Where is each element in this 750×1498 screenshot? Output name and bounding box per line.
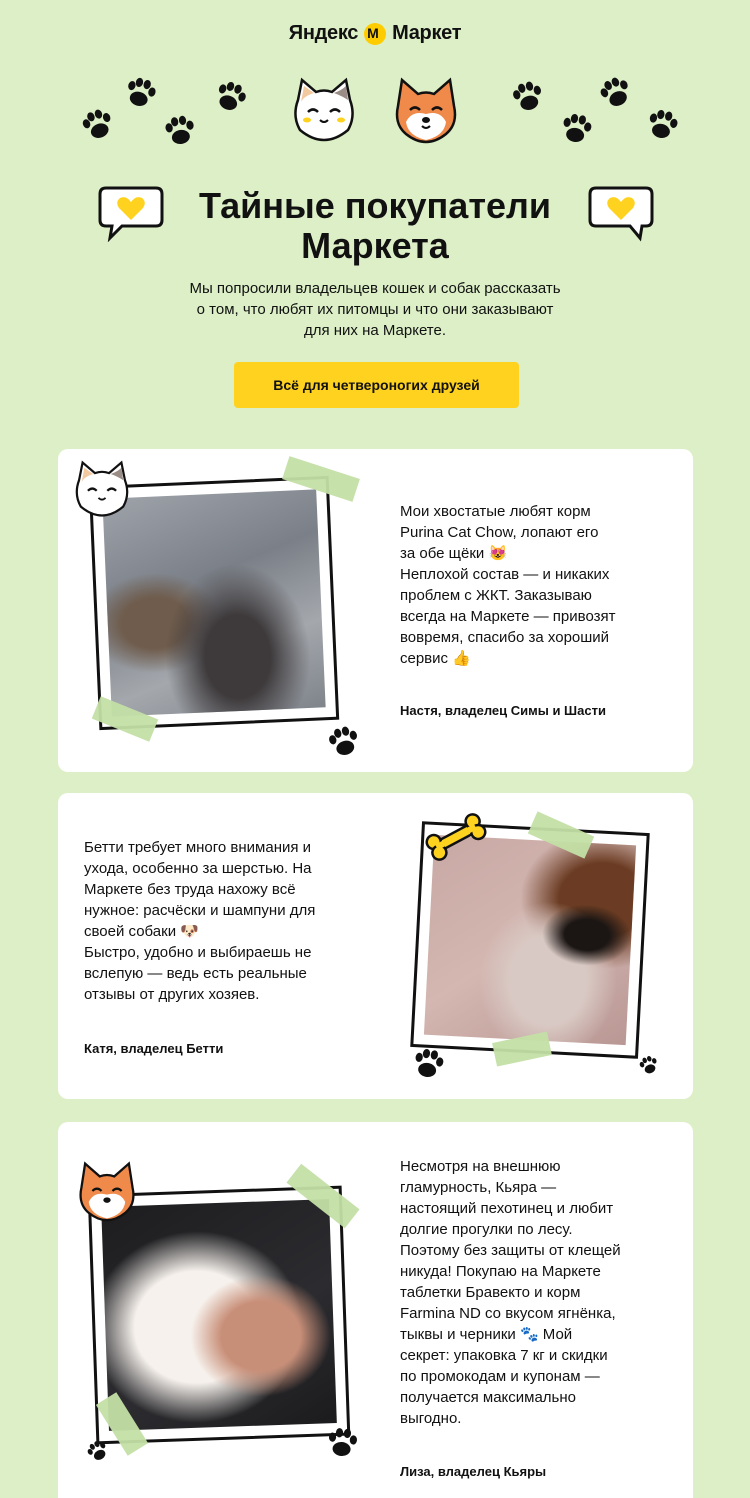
story-signature: Лиза, владелец Кьяры: [400, 1464, 547, 1479]
paw-print-icon: [638, 1055, 660, 1077]
paw-print-icon: [122, 76, 158, 112]
paw-print-icon: [510, 80, 546, 116]
story-signature: Катя, владелец Бетти: [84, 1041, 224, 1056]
story-text: Несмотря на внешнюю гламурность, Кьяра — настоящий пехотинец и любит долгие прогулки по лесу. Поэтому без защиты от клещей никуда! Покупаю на Маркете таблетки Бравекто и корм Farmina ND со вкусом ягнёнка, тыквы и черники 🐾 Мой секрет: упаковка 7 кг и скидки по промокодам и купонам — получается максимально выгодно.: [400, 1158, 621, 1427]
shiba-dog-face-icon: [76, 1160, 138, 1222]
paw-print-icon: [212, 80, 248, 116]
page-title: [0, 186, 750, 266]
story-card-1: [58, 449, 693, 772]
title-line-1: Тайные покупатели: [199, 185, 551, 226]
story-card-3: [58, 1122, 693, 1498]
pets-catalog-button[interactable]: Всё для четвероногих друзей: [234, 362, 519, 408]
paw-print-icon: [598, 76, 634, 112]
story-signature: Настя, владелец Симы и Шасти: [400, 703, 606, 718]
paw-print-icon: [558, 112, 594, 148]
shiba-dog-face-icon: [392, 76, 460, 144]
bone-icon: [420, 813, 492, 861]
brand-name-market: Маркет: [392, 22, 462, 44]
intro-text: Мы попросили владельцев кошек и собак рассказать о том, что любят их питомцы и что они заказывают для них на Маркете.: [189, 280, 561, 339]
paw-print-icon: [80, 108, 116, 144]
paw-print-icon: [86, 1440, 110, 1464]
cat-face-icon: [290, 76, 358, 144]
story-text: Бетти требует много внимания и ухода, особенно за шерстью. На Маркете без труда нахожу всё нужное: расчёски и шампуни для своей собаки 🐶 Быстро, удобно и выбираешь не вслепую — ведь есть реальные отзывы от других хозяев.: [84, 839, 316, 1003]
paw-print-icon: [410, 1047, 446, 1083]
cat-face-icon: [72, 459, 132, 519]
title-line-2: Маркета: [301, 225, 449, 266]
puppy-photo[interactable]: [88, 1186, 351, 1445]
paw-print-icon: [644, 108, 680, 144]
story-text: Мои хвостатые любят корм Purina Cat Chow, лопают его за обе щёки 😻 Неплохой состав — и никаких проблем с ЖКТ. Заказываю всегда на Маркете — привозят вовремя, спасибо за хороший сервис 👍: [400, 503, 616, 667]
brand-logo[interactable]: [0, 22, 750, 45]
paw-print-icon: [162, 114, 198, 150]
paw-print-icon: [326, 725, 362, 761]
paw-print-icon: [324, 1426, 360, 1462]
story-card-2: [58, 793, 693, 1099]
brand-name-yandex: Яндекс: [288, 22, 359, 44]
market-logo-icon: [364, 23, 386, 45]
